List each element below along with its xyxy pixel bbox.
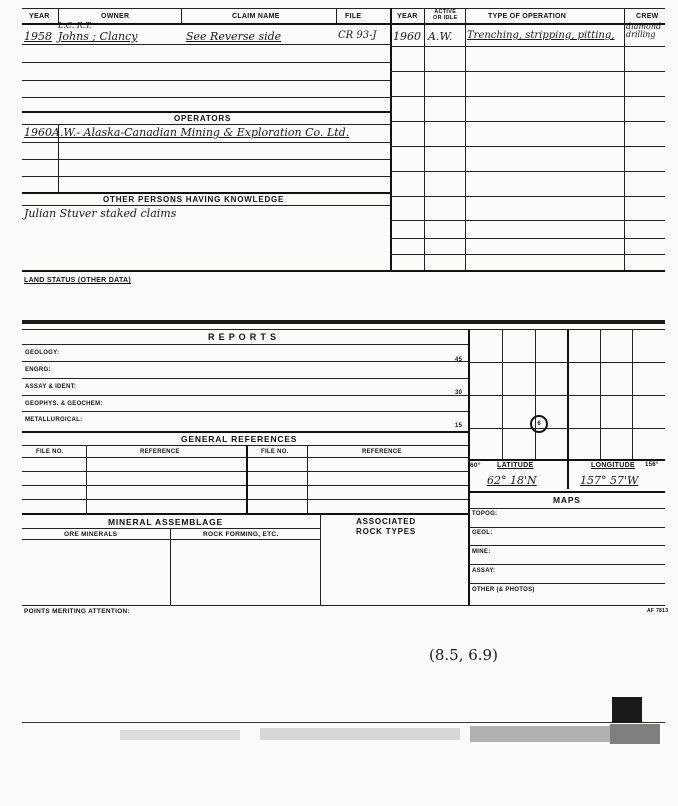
row-line [390, 121, 665, 122]
row1-crew [626, 23, 661, 39]
report-engrg: ENGRG: [25, 367, 51, 373]
row-line [22, 471, 468, 472]
header-year-2: YEAR [397, 13, 418, 20]
header-owner: OWNER [101, 13, 130, 20]
row-line [390, 71, 665, 72]
row-line [22, 62, 390, 63]
mineral-top-rule [22, 513, 468, 515]
scan-noise [120, 730, 240, 740]
row-line [390, 146, 665, 147]
general-references-title: GENERAL REFERENCES [181, 434, 298, 444]
col-sep [465, 8, 466, 270]
operators-title: OPERATORS [174, 114, 232, 123]
row1-crew-line1: diamond [626, 22, 662, 31]
maps-geol: GEOL: [472, 530, 493, 536]
operators-entry: 1960A.W.- Alaska-Canadian Mining & Exploration Co. Ltd. [24, 126, 350, 139]
top-table-bottom-rule [22, 270, 665, 272]
maps-assay: ASSAY: [472, 568, 496, 574]
row1-operation: Trenching, stripping, pitting, [467, 30, 615, 41]
longitude-tick: 156° [645, 462, 659, 468]
maps-title: MAPS [553, 495, 581, 505]
row-line [22, 44, 390, 45]
col-sep [86, 445, 87, 513]
report-geophys: GEOPHYS. & GEOCHEM: [25, 401, 103, 407]
general-ref-top-rule [22, 431, 468, 433]
header-or-idle: OR IDLE [433, 15, 458, 21]
grid-line [502, 329, 503, 459]
row-line [22, 539, 320, 540]
row-line [22, 411, 468, 412]
row1-owner: Johns ; Clancy [58, 30, 138, 43]
row-line [468, 527, 665, 528]
margin-number-45: 45 [455, 357, 463, 363]
main-divider [390, 8, 392, 270]
header-year: YEAR [29, 13, 50, 20]
header-active-or-idle [433, 9, 457, 21]
maps-mine: MINE: [472, 549, 491, 555]
row-line [468, 564, 665, 565]
longitude-label: LONGITUDE [591, 462, 635, 469]
row-line [390, 220, 665, 221]
lat-degree-label: 60° [470, 462, 481, 469]
scan-noise [260, 728, 460, 740]
scan-noise [470, 726, 610, 742]
margin-number-15: 15 [455, 423, 463, 429]
header-crew: CREW [636, 13, 659, 20]
latitude-label: LATITUDE [497, 462, 534, 469]
row-line [390, 196, 665, 197]
land-status-label: LAND STATUS (OTHER DATA) [24, 277, 132, 284]
col-sep [336, 8, 337, 23]
grid-bottom-rule [468, 459, 665, 461]
row1-year: 1958 [24, 30, 52, 43]
grid-line [535, 329, 536, 459]
scan-dark-block [612, 697, 642, 723]
bottom-rule [22, 722, 665, 723]
other-persons-top-rule [22, 192, 390, 194]
row-line [22, 378, 468, 379]
other-persons-entry: Julian Stuver staked claims [24, 207, 177, 220]
row-line [468, 508, 665, 509]
col-sep [320, 513, 321, 605]
col-ore-minerals: ORE MINERALS [64, 531, 118, 538]
col-sep [624, 8, 625, 270]
row-line [22, 528, 320, 529]
row-line [22, 176, 390, 177]
row-line [22, 361, 468, 362]
row-line [22, 395, 468, 396]
report-geology: GEOLOGY: [25, 350, 60, 356]
row-line [22, 97, 390, 98]
maps-topog: TOPOG: [472, 511, 498, 517]
margin-number-30: 30 [455, 390, 463, 396]
row-line [390, 238, 665, 239]
row1-year-2: 1960 [393, 30, 421, 43]
header-file: FILE [345, 13, 362, 20]
gr-col-file-no-1: FILE NO. [36, 449, 64, 455]
associated-rock-types [356, 517, 416, 537]
other-persons-title: OTHER PERSONS HAVING KNOWLEDGE [103, 195, 285, 204]
row-line [390, 254, 665, 255]
header-claim-name: CLAIM NAME [232, 13, 280, 20]
col-sep [181, 8, 182, 23]
grid-line [632, 329, 633, 459]
row-line [468, 583, 665, 584]
col-sep [246, 445, 248, 513]
operators-top-rule [22, 111, 390, 113]
scan-noise [610, 724, 660, 744]
row-line [22, 80, 390, 81]
header-active: ACTIVE [434, 9, 457, 15]
grid-line [468, 428, 665, 429]
row-line [22, 142, 390, 143]
row-line [22, 485, 468, 486]
gr-col-reference-2: REFERENCE [362, 449, 402, 455]
associated-line1: ASSOCIATED [356, 517, 416, 526]
row1-crew-line2: drilling [626, 30, 656, 39]
form-number: AF 7813 [647, 608, 669, 614]
report-assay-ident: ASSAY & IDENT: [25, 384, 77, 390]
row1-claim-name: See Reverse side [186, 30, 282, 43]
report-metallurgical: METALLURGICAL: [25, 417, 83, 423]
row1-active: A.W. [428, 30, 453, 43]
grid-line [600, 329, 601, 459]
header-bottom-rule [22, 23, 665, 25]
latitude-value: 62° 18'N [487, 474, 537, 487]
grid-line [468, 395, 665, 396]
row-line [22, 344, 468, 345]
longitude-value: 157° 57'W [580, 474, 639, 487]
col-sep [424, 8, 425, 270]
location-marker-circle: 6 [530, 415, 548, 433]
row-line [390, 46, 665, 47]
col-sep [307, 445, 308, 513]
grid-line [567, 329, 569, 489]
row-line [468, 545, 665, 546]
row-line [22, 159, 390, 160]
row-line [22, 499, 468, 500]
header-type-of-operation: TYPE OF OPERATION [488, 13, 567, 20]
row-line [22, 124, 390, 125]
row-line [22, 457, 468, 458]
reports-top-bar [22, 320, 665, 324]
gr-col-file-no-2: FILE NO. [261, 449, 289, 455]
associated-line2: ROCK TYPES [356, 527, 417, 536]
row-line [390, 171, 665, 172]
row-line [390, 96, 665, 97]
col-sep [170, 528, 171, 605]
row-line [22, 445, 468, 446]
maps-other: OTHER (& PHOTOS) [472, 587, 535, 593]
handwritten-coordinates: (8.5, 6.9) [429, 646, 498, 664]
row-line [22, 205, 390, 206]
gr-col-reference-1: REFERENCE [140, 449, 180, 455]
top-border [22, 8, 665, 9]
points-meriting-label: POINTS MERITING ATTENTION: [24, 608, 131, 615]
reports-title: R E P O R T S [208, 332, 277, 342]
col-rock-forming: ROCK FORMING, ETC. [203, 531, 279, 538]
col-sep [58, 124, 59, 192]
row1-file: CR 93-J [338, 30, 377, 41]
grid-line [468, 362, 665, 363]
mineral-assemblage-title: MINERAL ASSEMBLAGE [108, 517, 223, 527]
row1-owner-initials: L.C. R.T. [58, 21, 93, 30]
row-line [22, 605, 665, 606]
maps-top-rule [468, 491, 665, 493]
